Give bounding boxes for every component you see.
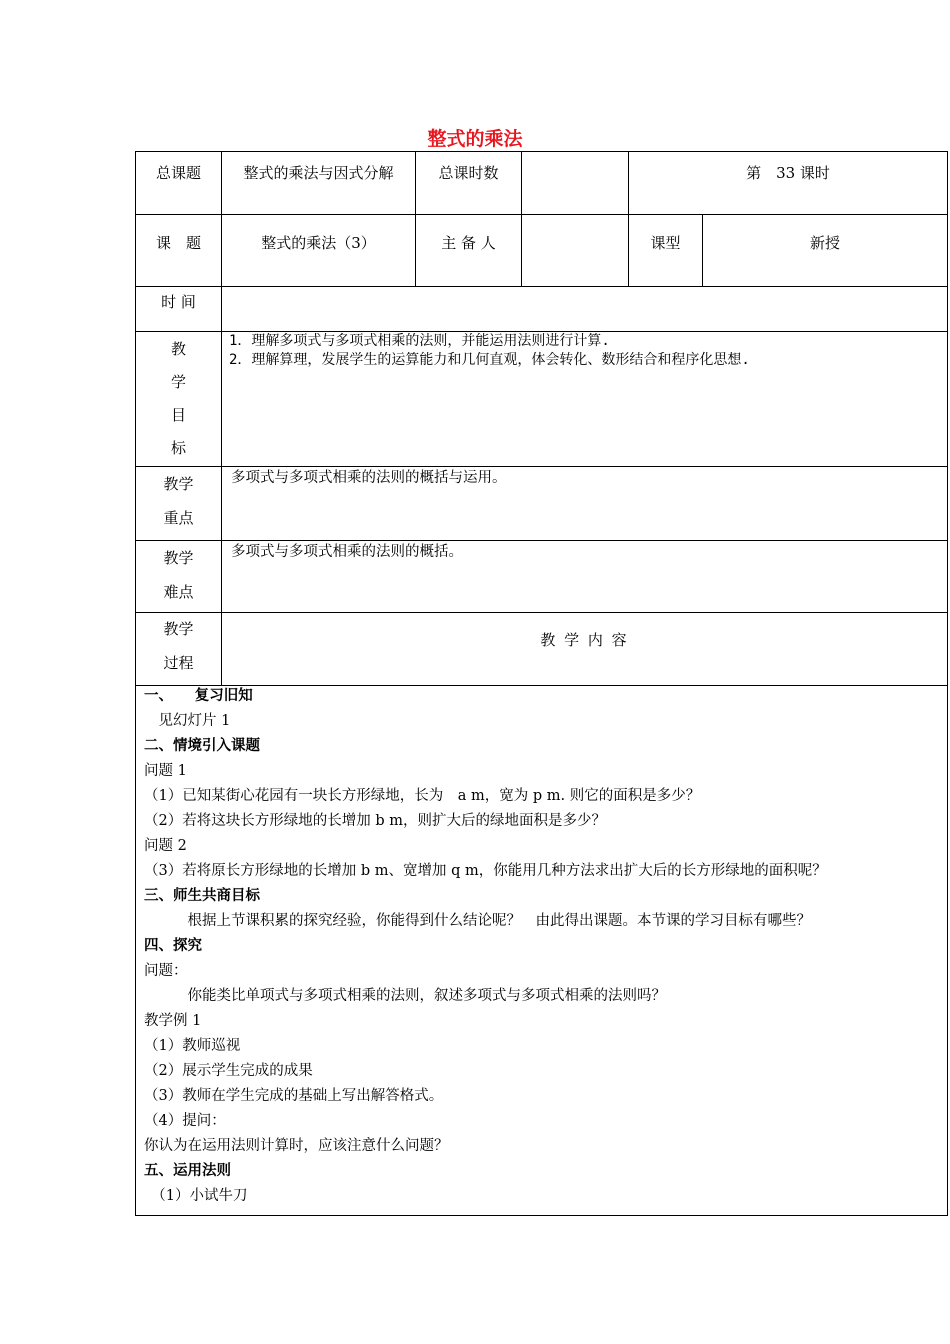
process-heading: 教 学 内 容 xyxy=(540,631,629,649)
content-line: 五、运用法则 xyxy=(144,1163,231,1179)
content-line: （1）教师巡视 xyxy=(144,1038,241,1054)
row-divider xyxy=(135,540,948,541)
total-topic-label: 总课题 xyxy=(155,164,201,182)
content-line: （2）展示学生完成的成果 xyxy=(144,1063,313,1079)
total-hours-label: 总课时数 xyxy=(438,164,499,182)
row-divider xyxy=(135,685,948,686)
content-line: 问题 1 xyxy=(144,763,187,779)
content-line: （3）若将原长方形绿地的长增加 b m、宽增加 q m，你能用几种方法求出扩大后的长方形绿地的面积呢？ xyxy=(144,863,827,879)
row-divider xyxy=(135,286,948,287)
document-title: 整式的乘法 xyxy=(427,128,523,150)
content-line: 你能类比单项式与多项式相乘的法则，叙述多项式与多项式相乘的法则吗？ xyxy=(144,988,666,1004)
content-line: 二、情境引入课题 xyxy=(144,738,260,754)
time-label: 时 间 xyxy=(161,293,196,311)
process-label: 教学 过程 xyxy=(163,620,194,672)
content-line: （2）若将这块长方形绿地的长增加 b m，则扩大后的绿地面积是多少？ xyxy=(144,813,606,829)
objective-label: 教 学 目 标 xyxy=(170,340,186,457)
topic-value: 整式的乘法（3） xyxy=(261,234,376,252)
lesson-plan-table xyxy=(135,151,948,1216)
lesson-number: 第 33 课时 xyxy=(746,164,830,182)
content-line: 问题： xyxy=(144,963,188,979)
content-line: 一、 复习旧知 xyxy=(144,688,253,704)
content-line: （1）小试牛刀 xyxy=(144,1188,248,1204)
content-line: 四、探究 xyxy=(144,938,202,954)
content-line: 教学例 1 xyxy=(144,1013,202,1029)
content-line: 三、师生共商目标 xyxy=(144,888,260,904)
topic-label: 课 题 xyxy=(155,234,201,252)
difficulty-text: 多项式与多项式相乘的法则的概括。 xyxy=(231,544,463,560)
row-divider xyxy=(135,612,948,613)
content-line: 根据上节课积累的探究经验，你能得到什么结论呢？ 由此得出课题。本节课的学习目标有哪些？ xyxy=(144,913,811,929)
col-divider xyxy=(521,151,522,286)
content-line: （1）已知某街心花园有一块长方形绿地，长为 a m，宽为 p m. 则它的面积是多少？ xyxy=(144,788,701,804)
lesson-type-value: 新授 xyxy=(809,234,840,252)
content-line: 你认为在运用法则计算时，应该注意什么问题？ xyxy=(144,1138,449,1154)
key-point-text: 多项式与多项式相乘的法则的概括与运用。 xyxy=(231,470,507,486)
preparer-label: 主 备 人 xyxy=(441,234,496,252)
row-divider xyxy=(135,214,948,215)
key-point-label: 教学 重点 xyxy=(163,475,194,527)
total-topic-value: 整式的乘法与因式分解 xyxy=(243,164,394,182)
content-line: （4）提问： xyxy=(144,1113,226,1129)
content-line: 问题 2 xyxy=(144,838,187,854)
content-line: （3）教师在学生完成的基础上写出解答格式。 xyxy=(144,1088,444,1104)
row-divider xyxy=(135,466,948,467)
objectives-text: 1．理解多项式与多项式相乘的法则，并能运用法则进行计算. 2．理解算理，发展学生的运算能力和几何直观，体会转化、数形结合和程序化思想. xyxy=(229,333,750,368)
difficulty-label: 教学 难点 xyxy=(163,549,194,601)
lesson-type-label: 课型 xyxy=(650,234,681,252)
col-divider xyxy=(221,151,222,685)
content-line: 见幻灯片 1 xyxy=(144,713,231,729)
